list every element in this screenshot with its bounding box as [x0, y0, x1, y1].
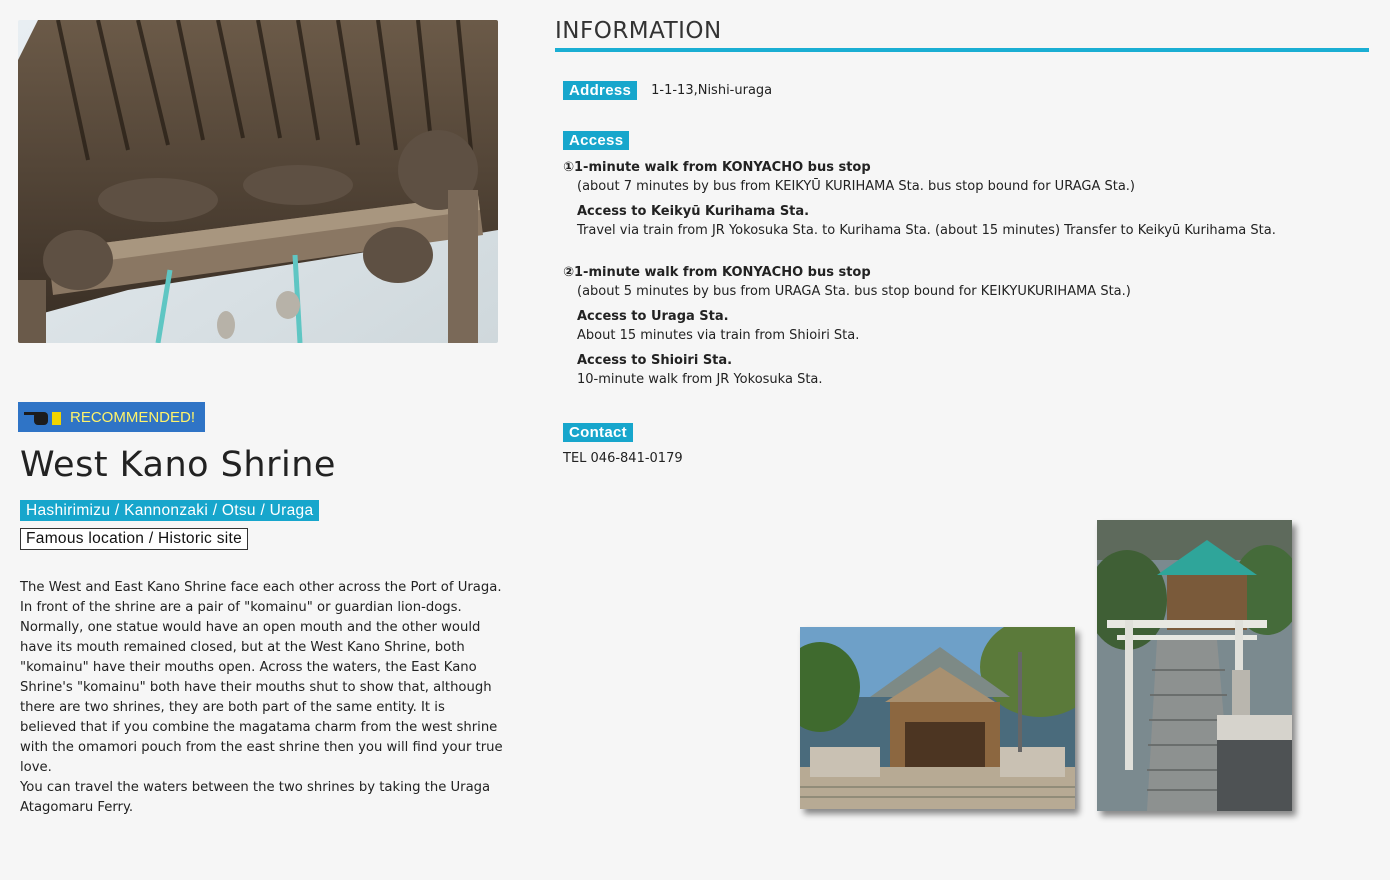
category-tag[interactable]: Famous location / Historic site: [20, 528, 248, 550]
shrine-stairs-photo[interactable]: [1097, 520, 1292, 811]
recommended-badge: [18, 402, 205, 432]
route-sub-detail: 10-minute walk from JR Yokosuka Sta.: [577, 372, 823, 387]
description-paragraph: The West and East Kano Shrine face each other across the Port of Uraga.: [20, 580, 502, 595]
route-sub-title: Access to Keikyū Kurihama Sta.: [577, 204, 810, 219]
address-label: Address: [563, 81, 637, 100]
shrine-front-photo[interactable]: [800, 627, 1075, 809]
route-title: ②1-minute walk from KONYACHO bus stop: [563, 265, 871, 280]
area-tag[interactable]: Hashirimizu / Kannonzaki / Otsu / Uraga: [20, 500, 319, 521]
access-route-1: [563, 158, 1363, 240]
access-route-2: [563, 263, 1363, 389]
description-paragraph: In front of the shrine are a pair of "komainu" or guardian lion-dogs. Normally, one statue would have an open mouth and the other would have its mouth remained closed, but at the West Kano Shrine, both "komainu" have their mouths open. Across the waters, the East Kano Shrine's "komainu" both have their mouths shut to show that, although there are two shrines, they are both part of the same entity. It is believed that if you combine the magatama charm from the west shrine with the omamori pouch from the east shrine then you will find your true love.: [20, 600, 503, 775]
recommended-label: RECOMMENDED!: [70, 408, 196, 426]
route-title: ①1-minute walk from KONYACHO bus stop: [563, 160, 871, 175]
page-title: West Kano Shrine: [20, 445, 336, 485]
route-detail: (about 5 minutes by bus from URAGA Sta. bus stop bound for KEIKYUKURIHAMA Sta.): [577, 284, 1131, 299]
route-sub-title: Access to Uraga Sta.: [577, 309, 729, 324]
information-heading: INFORMATION: [555, 18, 1369, 52]
route-detail: (about 7 minutes by bus from KEIKYŪ KURIHAMA Sta. bus stop bound for URAGA Sta.): [577, 179, 1135, 194]
contact-phone: TEL 046-841-0179: [563, 451, 683, 466]
pointing-hand-icon: [24, 408, 62, 426]
route-sub-detail: About 15 minutes via train from Shioiri Sta.: [577, 328, 860, 343]
description-paragraph: You can travel the waters between the two shrines by taking the Uraga Atagomaru Ferry.: [20, 780, 491, 815]
description: [20, 578, 505, 818]
address-row: [563, 81, 772, 100]
shrine-carving-photo: [18, 20, 498, 343]
route-sub-title: Access to Shioiri Sta.: [577, 353, 733, 368]
route-sub-detail: Travel via train from JR Yokosuka Sta. to Kurihama Sta. (about 15 minutes) Transfer to Keikyū Kurihama Sta.: [577, 223, 1276, 238]
access-label: Access: [563, 131, 629, 150]
address-value: 1-1-13,Nishi-uraga: [651, 83, 773, 98]
contact-label: Contact: [563, 423, 633, 442]
spot-detail-left: [18, 20, 503, 815]
